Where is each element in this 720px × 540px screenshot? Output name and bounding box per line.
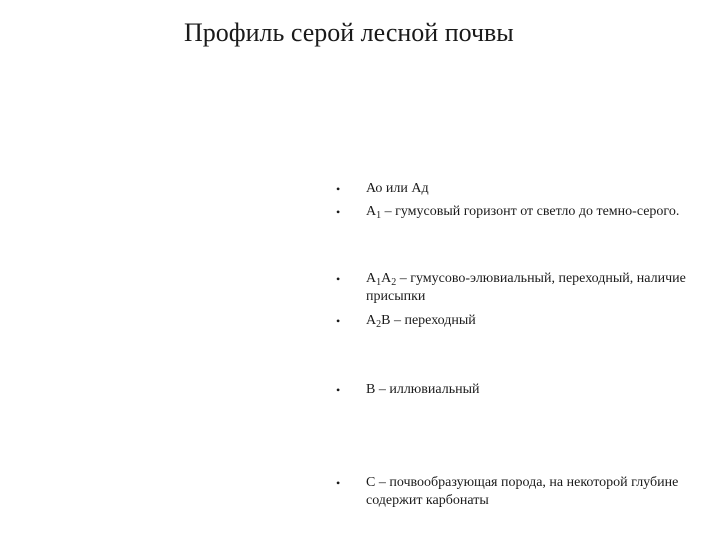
horizon-text: $А_2В$ – переходный: [366, 313, 476, 330]
bullet-dot-icon: •: [336, 314, 341, 328]
horizon-text: Ао или Ад: [366, 181, 429, 196]
bullet-dot-icon: •: [336, 383, 341, 397]
horizon-text: $А_1А_2$ – гумусово-элювиальный, переходный, наличие присыпки: [366, 271, 686, 304]
slide-title: Профиль серой лесной почвы: [184, 18, 514, 47]
bullet-dot-icon: •: [336, 272, 341, 286]
bullet-dot-icon: •: [336, 476, 341, 490]
horizon-text: $А_1$ – гумусовый горизонт от светло до темно-серого.: [366, 204, 680, 221]
horizon-text: В – иллювиальный: [366, 382, 480, 397]
bullet-dot-icon: •: [336, 205, 341, 219]
horizon-text: С – почвообразующая порода, на некоторой глубине содержит карбонаты: [366, 475, 679, 508]
bullet-dot-icon: •: [336, 182, 341, 196]
